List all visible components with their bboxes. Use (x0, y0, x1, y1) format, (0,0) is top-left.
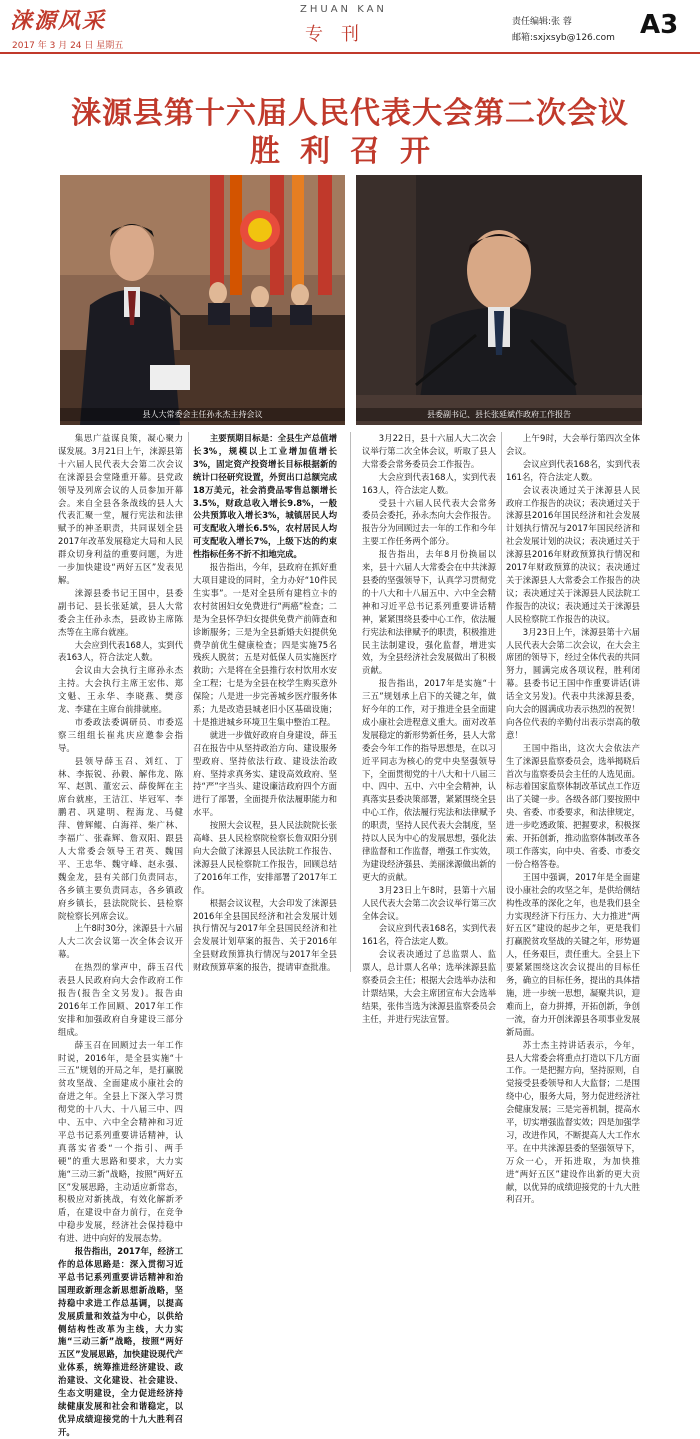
masthead-date: 2017 年 3 月 24 日 星期五 (12, 41, 124, 51)
paragraph: 会议表决通过了总监票人、监票人，总计票人名单；选举涞源县监察委员会主任；根据大会选举办法和计票结果，大会主席团宣布大会选举结果，张伟当选为涞源县监察委员会主任，并进行宪法宣誓。 (362, 949, 496, 1024)
masthead-section: 专刊 (305, 24, 377, 45)
paragraph: 报告指出，2017年是实施“十三五”规划承上启下的关键之年，做好今年的工作，对于推进全县全面建成小康社会进程意义重大。面对改革发展稳定的新形势新任务，县人大常委会今年工作的指导思想是，在以习近平同志为核心的党中央坚强领导下，全面贯彻党的十八大和十八届三中、四中、五中、六中全会精神，认真落实县委决策部署，紧紧围绕全县中心工作，依法履行宪法和法律赋予的职责，坚持人民代表大会制度，坚持以人民为中心的发展思想，强化法律监督和工作监督，增强工作实效，为建设经济强县、美丽涞源做出新的更大的贡献。 (362, 678, 496, 882)
paragraph: 集思广益谋良策，凝心聚力谋发展。3月21日上午，涞源县第十六届人民代表大会第二次会议在涞源县会堂隆重开幕。县党政领导及列席会议的人员参加开幕会。来自全县各条战线的县人大代表汇聚一堂，履行宪法和法律赋予的神圣职责，共同谋划全县2017年改革发展稳定大局和人民群众切身利益的重要问题，为进一步加快建设“两好五区”发表见解。 (58, 433, 183, 585)
paragraph: 苏士杰主持讲话表示，今年，县人大常委会将重点打造以下几方面工作。一是把握方向，坚持原则，自觉接受县委领导和人大监督；二是围绕中心，服务大局，努力促进经济社会健康发展；三是完善机制，提高水平，切实增强监督实效；四是加强学习，改进作风，不断提高人大工作水平。在中共涞源县委的坚强领导下，万众一心，开拓进取，为加快推进“两好五区”建设作出新的更大贡献，以优异的成绩迎接党的十九大胜利召开。 (506, 1039, 640, 1205)
paragraph: 就进一步做好政府自身建设，薛玉召在报告中从坚持政治方向、建设服务型政府、坚持依法行政、建设法治政府、坚持求真务实、建设高效政府、坚持“严”字当头、建设廉洁政府四个方面进行了部署，全面提升依法履职能力和水平。 (193, 729, 337, 818)
column-rule (188, 432, 189, 972)
paragraph: 主要预期目标是：全县生产总值增长3%，规模以上工业增加值增长3%，固定资产投资增长目标根据新的统计口径研究设置，外贸出口总额完成18万美元，社会消费品零售总额增长3.5%，财政总收入增长9.8%，一般公共预算收入增长3%，城镇居民人均可支配收入增长6.5%，农村居民人均可支配收入增长7%，上级下达的约束性指标任务不折不扣地完成。 (193, 433, 337, 560)
masthead-email: 邮箱:sxjxsyb@126.com (512, 33, 615, 43)
article-column-1 (58, 432, 183, 1437)
photo-right-image (356, 175, 642, 425)
paragraph: 王国中强调，2017年是全面建设小康社会的攻坚之年，是供给侧结构性改革的深化之年，也是我们县全力实现经济下行压力、大力推进“两好五区”建设的起步之年，更是我们打赢脱贫攻坚战的关键之年，形势逼人，任务艰巨，责任重大。全县上下要紧紧围绕这次会议提出的目标任务，确立的目标任务，提出的具体措施，进一步统一思想，凝聚共识，迎难而上，奋力拼搏，开拓创新，争创一流，奋力开创涞源县各项事业发展新局面。 (506, 871, 640, 1037)
paragraph: 市委政法委调研员、市委巡察三组组长崔兆庆应邀参会指导。 (58, 716, 183, 753)
paragraph: 会议应到代表168名，实到代表161名，符合法定人数。 (506, 458, 640, 482)
headline-line-2: 胜利召开 (250, 134, 450, 169)
headline-line-1: 涞源县第十六届人民代表大会第二次会议 (71, 96, 629, 131)
photo-right-caption: 县委副书记、县长张延斌作政府工作报告 (356, 408, 642, 421)
photo-left-caption: 县人大常委会主任孙永杰主持会议 (60, 408, 345, 421)
paragraph: 报告指出，去年8月份换届以来，县十六届人大常委会在中共涞源县委的坚强领导下，认真学习贯彻党的十八大和十八届五中、六中全会精神和习近平总书记系列重要讲话精神，紧紧围绕县委中心工作，依法履行宪法和法律赋予的职责，积极推进民主法制建设，强化监督，增进实效，为全县经济社会发展做出了积极贡献。 (362, 549, 496, 676)
paragraph: 3月23日上午8时，县第十六届人民代表大会第二次会议举行第三次全体会议。 (362, 884, 496, 921)
column-rule (501, 432, 502, 972)
paragraph: 县领导薛玉召、刘红、丁林、李振锐、孙毅、解伟龙、陈军、赵凯、董宏云、薛俊辉在主席台就座，王洁江、毕冠军、李鹏君、巩建明、程海龙、马健萍、曾辉鲲、白海祥、柴广林、李福广、张森辉、詹双阳、跟县人大常委会领导王君英、魏国平、王忠华、魏守峰、赵永强、魏金龙，县有关部门负责同志，各乡镇主要负责同志，各乡镇政府乡镇长，县法院院长、县检察院检察长列席会议。 (58, 755, 183, 921)
photo-left-image (60, 175, 345, 425)
masthead-rule (0, 52, 700, 54)
paragraph: 在热烈的掌声中，薛玉召代表县人民政府向大会作政府工作报告(报告全文另发)。报告由2016年工作回顾、2017年工作安排和加强政府自身建设三部分组成。 (58, 962, 183, 1037)
paragraph: 受县十六届人民代表大会常务委员会委托，孙永杰向大会作报告。报告分为回顾过去一年的工作和今年主要工作任务两个部分。 (362, 497, 496, 547)
paragraph: 大会应到代表168人，实到代表163人，符合法定人数。 (58, 639, 183, 663)
masthead (0, 0, 700, 56)
article-column-2 (193, 432, 337, 976)
paragraph: 3月23日上午，涞源县第十六届人民代表大会第二次会议，在大会主席团的领导下，经过全体代表的共同努力，圆满完成各项议程，胜利闭幕。县委书记王国中作重要讲话(讲话全文另发)。代表中共涞源县委，向大会的圆满成功表示热烈的祝贺！向各位代表的辛勤付出表示崇高的敬意！ (506, 626, 640, 740)
paragraph: 薛玉召在回顾过去一年工作时说，2016年，是全县实施“十三五”规划的开局之年，是打赢脱贫攻坚战、全面建成小康社会的奋进之年。全县上下深入学习贯彻党的十八大、十八届三中、四中、五中、六中全会精神和习近平总书记系列重要讲话精神，认真落实省委“一个指引、两手硬”的重大思路和要求，大力实施“三动三新”战略，按照“两好五区”发展思路，主动适应新常态，积极应对新挑战，有效化解新矛盾，在建设中奋力前行，在竞争中稳步发展，经济社会保持稳中有进、进中向好的发展态势。 (58, 1039, 183, 1244)
paragraph: 根据会议议程，大会印发了涞源县2016年全县国民经济和社会发展计划执行情况与2017年全县国民经济和社会发展计划草案的报告、关于2016年全县财政预算执行情况与2017年全县财政预算草案的报告，提请审查批准。 (193, 897, 337, 973)
paragraph: 报告指出，今年，县政府在抓好重大项目建设的同时，全力办好“10件民生实事”。一是对全县所有建档立卡的农村贫困妇女免费进行“两癌”检查；二是为全县怀孕妇女提供免费产前筛查和诊断服务；三是为全县新婚夫妇提供免费孕前优生健康检查；四是实施75名残疾人脱贫；五是对低保人员实施医疗救助；六是将在全县推行农村饮用水安全工程；七是为全县在校学生购买意外保险；八是进一步完善城乡医疗服务体系；九是改造县城老旧小区基础设施；十是推进城乡环境卫生集中整治工程。 (193, 562, 337, 727)
paragraph: 会议应到代表168名，实到代表161名，符合法定人数。 (362, 923, 496, 947)
paragraph: 王国中指出，这次大会依法产生了涞源县监察委员会，选举揭晓后首次与监察委员会主任的人选见面。标志着国家监察体制改革试点工作迈出了关键一步。各级各部门要按照中央、省委、市委要求，和法律规定，进一步吃透政策、把握要求，积极探索、开拓创新，推动监察体制改革各项工作落实，向中央、省委、市委交一份合格答卷。 (506, 742, 640, 869)
photo-right (356, 175, 642, 425)
paragraph: 上午8时30分，涞源县十六届人大二次会议第一次全体会议开幕。 (58, 923, 183, 960)
paragraph: 会议表决通过关于涞源县人民政府工作报告的决议；表决通过关于涞源县2016年国民经济和社会发展计划执行情况与2017年国民经济和社会发展计划的决议；表决通过关于涞源县2016年财政预算执行情况和2017年财政预算的决议；表决通过关于涞源县人大常委会工作报告的决议；表决通过关于涞源县人民法院工作报告的决议；表决通过关于涞源县人民检察院工作报告的决议。 (506, 484, 640, 624)
paragraph: 大会应到代表168人，实到代表163人，符合法定人数。 (362, 471, 496, 495)
article-column-3 (362, 432, 496, 1024)
paragraph: 报告指出，2017年，经济工作的总体思路是：深入贯彻习近平总书记系列重要讲话精神和治国理政新理念新思想新战略，坚持稳中求进工作总基调，以提高发展质量和效益为中心，以供给侧结构性改革为主线，大力实施“三动三新”战略，按照“两好五区”发展思路，加快建设现代产业体系，统筹推进经济建设、政治建设、文化建设、社会建设、生态文明建设，全力促进经济持续健康发展和社会和谐稳定，以优异成绩迎接党的十九大胜利召开。 (58, 1246, 183, 1437)
paragraph: 3月22日，县十六届人大二次会议举行第二次全体会议，听取了县人大常委会常务委员会工作报告。 (362, 433, 496, 469)
article-column-4 (506, 432, 640, 1205)
paragraph: 会议由大会执行主席孙永杰主持。大会执行主席王宏伟、郑文魁、王永华、李晓燕、樊彦龙、李建在主席台前排就座。 (58, 665, 183, 715)
paragraph: 涞源县委书记王国中，县委副书记、县长张延斌，县人大常委会主任孙永杰，县政协主席陈杰等在主席台就座。 (58, 587, 183, 637)
masthead-brand: 涞源风采 (10, 8, 107, 34)
column-rule (350, 432, 351, 972)
photo-left (60, 175, 345, 425)
masthead-editor: 责任编辑:张 蓉 (512, 17, 572, 27)
paragraph: 按照大会议程，县人民法院院长张高峰、县人民检察院检察长詹双阳分别向大会做了涞源县人民法院工作报告、涞源县人民检察院工作报告，回顾总结了2016年工作，安排部署了2017年工作。 (193, 820, 337, 895)
masthead-pinyin: ZHUAN KAN (300, 4, 387, 15)
page-number: A3 (640, 10, 679, 40)
paragraph: 上午9时，大会举行第四次全体会议。 (506, 433, 640, 456)
